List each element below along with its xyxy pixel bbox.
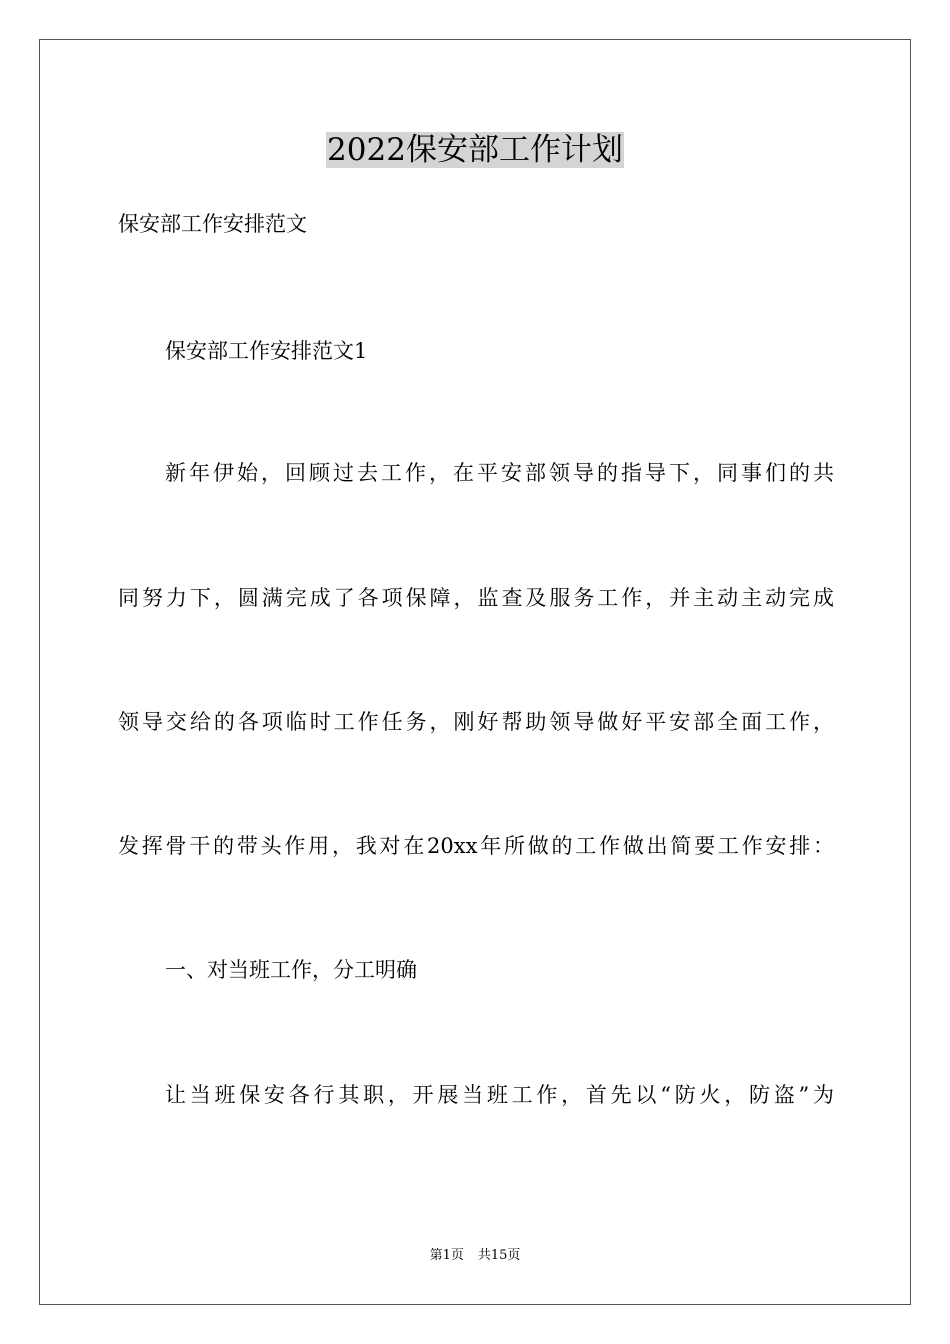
document-subtitle: 保安部工作安排范文 xyxy=(118,212,307,236)
section-heading: 保安部工作安排范文1 xyxy=(165,339,368,363)
document-title xyxy=(0,128,950,172)
document-title-text: 2022保安部工作计划 xyxy=(327,132,623,168)
page-number: 第1页 xyxy=(429,1248,464,1263)
body-line-2: 同努力下，圆满完成了各项保障，监查及服务工作，并主动主动完成 xyxy=(118,586,834,610)
body-line-4: 发挥骨干的带头作用，我对在20xx年所做的工作做出简要工作安排： xyxy=(118,834,834,858)
point-heading: 一、对当班工作，分工明确 xyxy=(165,958,417,982)
point-line-1: 让当班保安各行其职，开展当班工作，首先以“防火，防盗”为 xyxy=(165,1083,834,1107)
page-total: 共15页 xyxy=(477,1248,521,1263)
body-line-1: 新年伊始，回顾过去工作，在平安部领导的指导下，同事们的共 xyxy=(165,461,834,485)
page-footer xyxy=(0,1246,950,1266)
body-line-3: 领导交给的各项临时工作任务，刚好帮助领导做好平安部全面工作， xyxy=(118,710,834,734)
